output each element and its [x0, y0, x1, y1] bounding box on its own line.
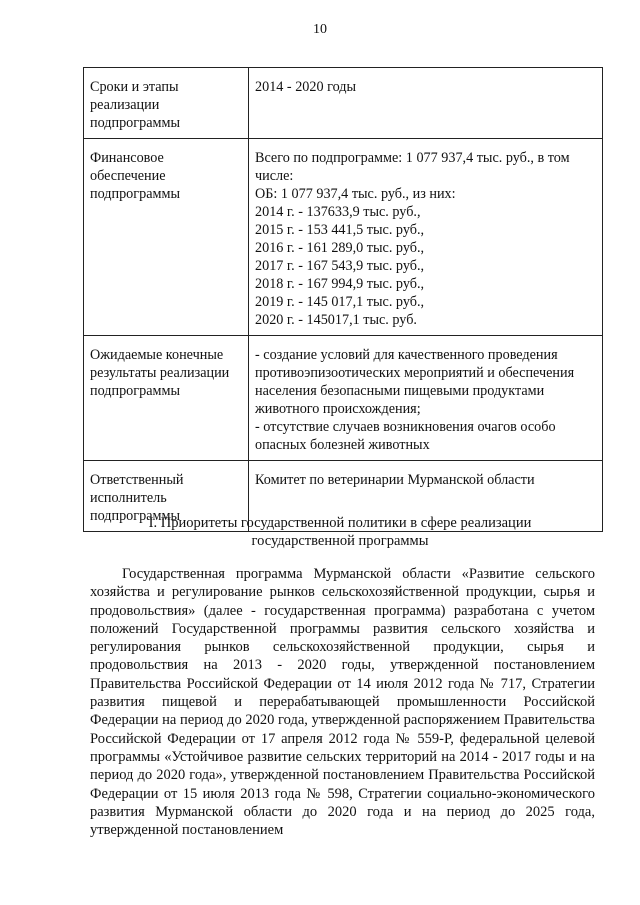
- row-value-cell: [249, 68, 603, 139]
- row-value-line: - отсутствие случаев возникновения очагов особо: [255, 419, 556, 435]
- row-value-line: 2019 г. - 145 017,1 тыс. руб.,: [255, 294, 425, 310]
- row-label-line: Сроки и этапы: [90, 79, 179, 95]
- row-label-line: исполнитель: [90, 490, 167, 506]
- row-value-line: - создание условий для качественного проведения: [255, 347, 558, 363]
- row-value-cell: [249, 139, 603, 336]
- row-value-line: Комитет по ветеринарии Мурманской области: [255, 472, 535, 488]
- row-value-line: 2018 г. - 167 994,9 тыс. руб.,: [255, 276, 425, 292]
- row-value-line: 2016 г. - 161 289,0 тыс. руб.,: [255, 240, 425, 256]
- section-title-line-1: I. Приоритеты государственной политики в сфере реализации: [148, 515, 532, 531]
- row-label-line: подпрограммы: [90, 186, 180, 202]
- table-row: [84, 139, 603, 336]
- row-value-cell: [249, 336, 603, 461]
- row-label-line: Ответственный: [90, 472, 184, 488]
- row-value-line: ОБ: 1 077 937,4 тыс. руб., из них:: [255, 186, 456, 202]
- table-row: [84, 68, 603, 139]
- row-value-line: Всего по подпрограмме: 1 077 937,4 тыс. руб., в том: [255, 150, 570, 166]
- subprogram-passport-table: [83, 67, 603, 532]
- section-title: [90, 514, 590, 550]
- row-value-line: населения безопасными пищевыми продуктами: [255, 383, 545, 399]
- body-paragraph: Государственная программа Мурманской области «Развитие сельского хозяйства и регулирование рынков сельскохозяйственной продукции, сырья и продовольствия» (далее - государственная программа) разработана с учетом положений Государственной программы развития сельского хозяйства и регулирования рынков сельскохозяйственной продукции, сырья и продовольствия на 2013 - 2020 годы, утвержденной постановлением Правительства Российской Федерации от 14 июля 2012 года № 717, Стратегии развития пищевой и перерабатывающей промышленности Российской Федерации на период до 2020 года, утвержденной распоряжением Правительства Российской Федерации от 17 апреля 2012 года № 559-Р, федеральной целевой программы «Устойчивое развитие сельских территорий на 2014 - 2017 годы и на период до 2020 года», утвержденной постановлением Правительства Российской Федерации от 15 июля 2013 года № 598, Стратегии социально-экономического развития Мурманской области до 2020 года и на период до 2025 года, утвержденной постановлением: [90, 566, 595, 839]
- row-label-cell: [84, 336, 249, 461]
- row-label-line: реализации: [90, 97, 160, 113]
- row-label-line: подпрограммы: [90, 508, 180, 524]
- row-value-line: опасных болезней животных: [255, 437, 430, 453]
- row-label-line: Финансовое: [90, 150, 164, 166]
- row-label-line: подпрограммы: [90, 115, 180, 131]
- row-label-line: подпрограммы: [90, 383, 180, 399]
- section-title-line-2: государственной программы: [251, 533, 429, 549]
- row-value-line: противоэпизоотических мероприятий и обеспечения: [255, 365, 575, 381]
- row-value-line: 2014 - 2020 годы: [255, 79, 357, 95]
- row-value-line: 2017 г. - 167 543,9 тыс. руб.,: [255, 258, 425, 274]
- row-label-cell: [84, 68, 249, 139]
- row-value-line: 2015 г. - 153 441,5 тыс. руб.,: [255, 222, 425, 238]
- row-value-line: 2020 г. - 145017,1 тыс. руб.: [255, 312, 417, 328]
- row-label-line: обеспечение: [90, 168, 166, 184]
- page-number: 10: [313, 22, 327, 37]
- row-label-line: результаты реализации: [90, 365, 230, 381]
- table-row: [84, 336, 603, 461]
- row-label-line: Ожидаемые конечные: [90, 347, 224, 363]
- table-body: [84, 68, 603, 532]
- row-value-line: числе:: [255, 168, 294, 184]
- row-label-cell: [84, 139, 249, 336]
- body-text: [90, 565, 595, 839]
- row-value-line: 2014 г. - 137633,9 тыс. руб.,: [255, 204, 421, 220]
- row-value-line: животного происхождения;: [255, 401, 421, 417]
